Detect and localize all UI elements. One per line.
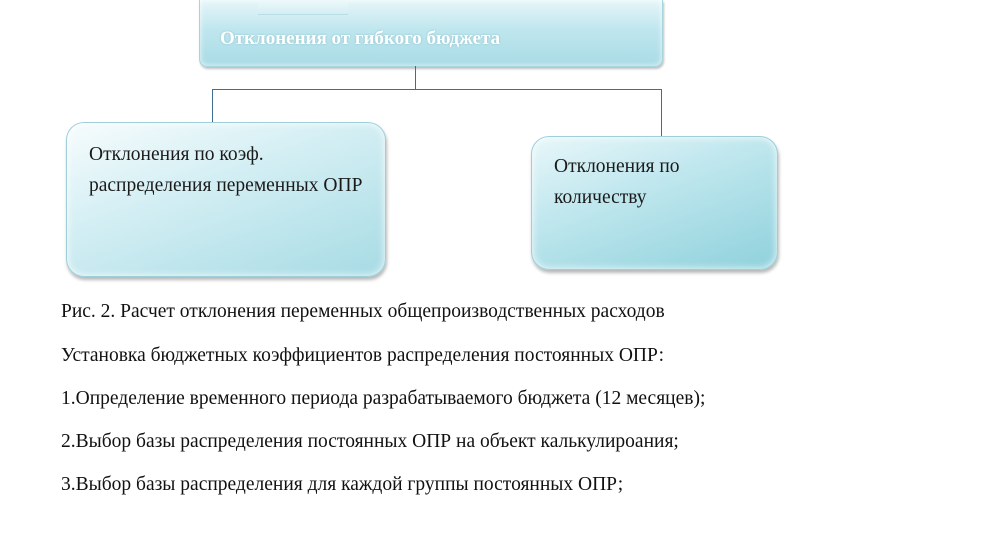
- list-item: 2.Выбор базы распределения постоянных ОПР на объект калькулироания;: [61, 431, 679, 452]
- list-item: 1.Определение временного периода разрабатываемого бюджета (12 месяцев);: [61, 388, 706, 409]
- list-item: 3.Выбор базы распределения для каждой группы постоянных ОПР;: [61, 474, 624, 495]
- paragraph-heading: Установка бюджетных коэффициентов распределения постоянных ОПР:: [61, 345, 664, 366]
- connector-vertical-right: [661, 89, 662, 137]
- box-coef-deviation: [66, 122, 386, 277]
- box-quantity-deviation-label: Отклонения по количеству: [554, 156, 680, 208]
- box-coef-deviation-label: Отклонения по коэф. распределения переменных ОПР: [89, 144, 363, 196]
- top-box-tab: [258, 0, 348, 15]
- top-box-label: Отклонения от гибкого бюджета: [220, 28, 501, 49]
- box-quantity-deviation: [531, 136, 778, 270]
- connector-vertical-left: [212, 89, 213, 123]
- connector-horizontal: [212, 89, 662, 90]
- connector-vertical-top: [415, 66, 416, 90]
- figure-caption: Рис. 2. Расчет отклонения переменных общепроизводственных расходов: [61, 301, 665, 322]
